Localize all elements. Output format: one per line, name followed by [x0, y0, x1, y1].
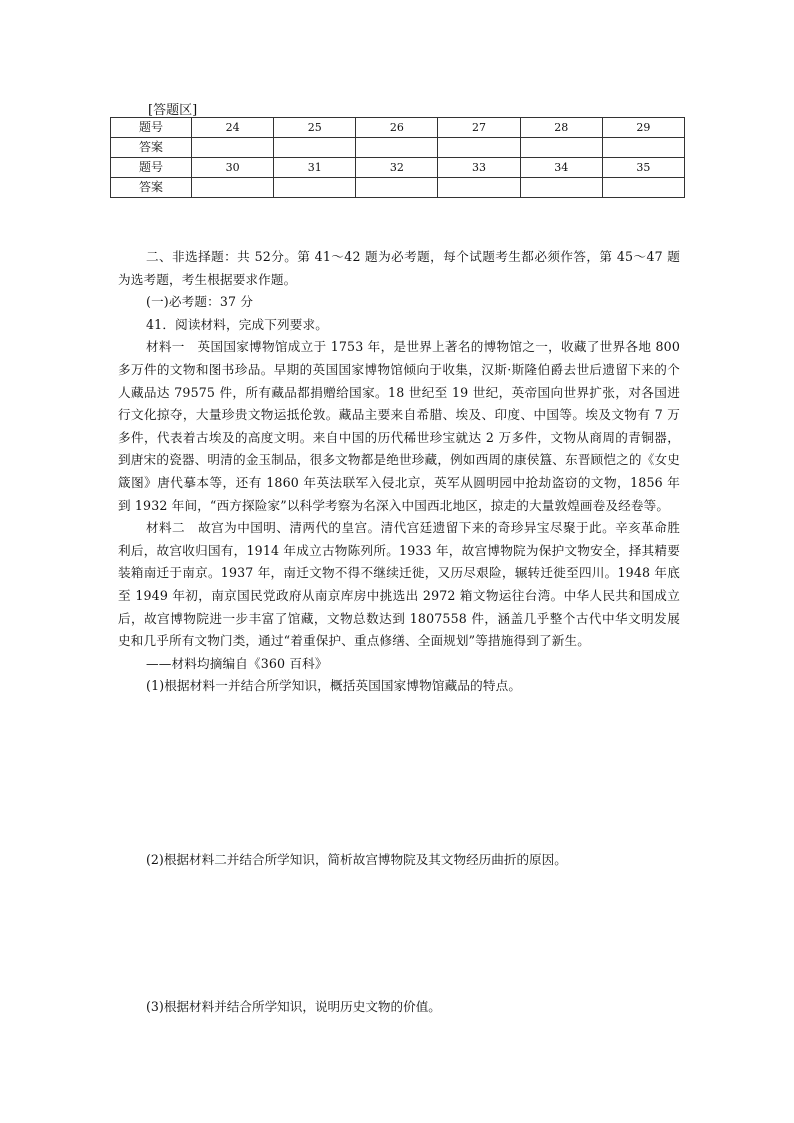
question-number: 30 — [192, 158, 274, 178]
question-number: 29 — [602, 118, 684, 138]
answer-cell[interactable] — [438, 138, 520, 158]
sub-question-3: (3)根据材料并结合所学知识，说明历史文物的价值。 — [146, 999, 441, 1014]
answer-cell[interactable] — [520, 138, 602, 158]
question-number: 25 — [274, 118, 356, 138]
section-two — [118, 246, 680, 698]
answer-area-label: [答题区] — [148, 103, 198, 118]
row-header: 题号 — [111, 118, 192, 138]
row-header: 题号 — [111, 158, 192, 178]
question-41-stem: 41．阅读材料，完成下列要求。 — [146, 316, 328, 332]
question-number: 34 — [520, 158, 602, 178]
sub-question-2: (2)根据材料二并结合所学知识，简析故宫博物院及其文物经历曲折的原因。 — [146, 852, 567, 867]
question-number: 27 — [438, 118, 520, 138]
answer-cell[interactable] — [192, 138, 274, 158]
required-heading: (一)必考题：37 分 — [146, 294, 254, 310]
material-two: 材料二 故宫为中国明、清两代的皇宫。清代宫廷遗留下来的奇珍异宝尽聚于此。辛亥革命胜利后，故宫收归国有，1914 年成立古物陈列所。1933 年，故宫博物院为保护文物安全，择其精要装箱南迁于南京。1937 年，南迁文物不得不继续迁徙，又历尽艰险，辗转迁徙至四川。1948 年底至 1949 年初，南京国民党政府从南京库房中挑选出 2972 箱文物运往台湾。中华人民共和国成立后，故宫博物院进一步丰富了馆藏，文物总数达到 1807558 件，涵盖几乎整个古代中华文明发展史和几乎所有文物门类，通过“着重保护、重点修缮、全面规划”等措施得到了新生。 — [118, 520, 680, 649]
question-number: 31 — [274, 158, 356, 178]
answer-cell[interactable] — [602, 138, 684, 158]
table-row — [111, 118, 685, 138]
question-number: 26 — [356, 118, 438, 138]
answer-cell[interactable] — [520, 178, 602, 198]
question-number: 35 — [602, 158, 684, 178]
table-row — [111, 138, 685, 158]
answer-cell[interactable] — [356, 138, 438, 158]
material-one: 材料一 英国国家博物馆成立于 1753 年，是世界上著名的博物馆之一，收藏了世界各地 800 多万件的文物和图书珍品。早期的英国国家博物馆倾向于收集，汉斯·斯隆伯爵去世后遗留下来的个人藏品达 79575 件，所有藏品都捐赠给国家。18 世纪至 19 世纪，英帝国向世界扩张，对各国进行文化掠夺，大量珍贵文物运抵伦敦。藏品主要来自希腊、埃及、印度、中国等。埃及文物有 7 万多件，代表着古埃及的高度文明。来自中国的历代稀世珍宝就达 2 万多件，文物从商周的青铜器，到唐宋的瓷器、明清的金玉制品，很多文物都是绝世珍藏，例如西周的康侯簋、东晋顾恺之的《女史箴图》唐代摹本等，还有 1860 年英法联军入侵北京，英军从圆明园中抢劫盗窃的文物，1856 年到 1932 年间，“西方探险家”以科学考察为名深入中国西北地区，掠走的大量敦煌画卷及经卷等。 — [118, 339, 680, 513]
answer-cell[interactable] — [274, 138, 356, 158]
material-source: ——材料均摘编自《360 百科》 — [146, 655, 328, 671]
answer-table — [110, 117, 685, 198]
sub-question-1: (1)根据材料一并结合所学知识，概括英国国家博物馆藏品的特点。 — [146, 678, 522, 694]
section-intro: 二、非选择题：共 52分。第 41～42 题为必考题，每个试题考生都必须作答，第 45～47 题为选考题，考生根据要求作题。 — [118, 249, 680, 287]
question-number: 24 — [192, 118, 274, 138]
question-number: 28 — [520, 118, 602, 138]
row-header: 答案 — [111, 138, 192, 158]
answer-cell[interactable] — [438, 178, 520, 198]
row-header: 答案 — [111, 178, 192, 198]
question-number: 32 — [356, 158, 438, 178]
question-number: 33 — [438, 158, 520, 178]
table-row — [111, 158, 685, 178]
table-row — [111, 178, 685, 198]
answer-cell[interactable] — [602, 178, 684, 198]
answer-cell[interactable] — [356, 178, 438, 198]
answer-cell[interactable] — [192, 178, 274, 198]
answer-cell[interactable] — [274, 178, 356, 198]
